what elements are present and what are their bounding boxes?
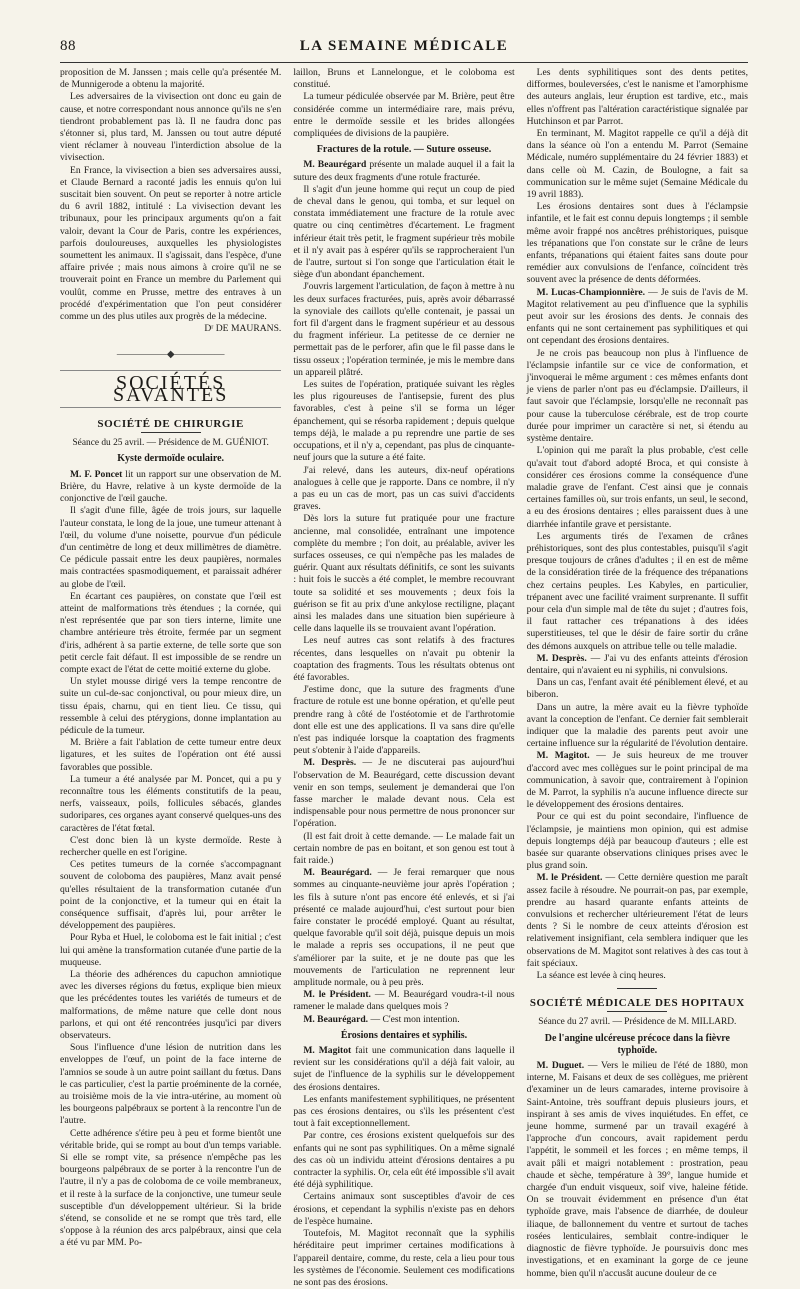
paragraph <box>293 1014 514 1026</box>
paragraph: L'opinion qui me paraît la plus probable, c'est celle qu'avait tout d'abord adopté Broca, et qui consiste à considérer ces érosions comme la conséquence d'une maladie grave de l'enfant. C'est ainsi que je connais certaines familles où, sur trois enfants, un seul, le second, a eu des érosions dentaires ; elles paraissent dues à une diarrhée infantile grave et persistante. <box>526 445 748 530</box>
seance-line: Séance du 25 avril. — Présidence de M. GUÉNIOT. <box>72 438 269 449</box>
paragraph: M. Brière a fait l'ablation de cette tumeur entre deux ligatures, et les suites de l'opération ont été aussi favorables que possible. <box>60 737 282 773</box>
paragraph <box>527 1060 748 1280</box>
society-heading: SOCIÉTÉ MÉDICALE DES HOPITAUX <box>529 997 745 1010</box>
paragraph: laillon, Bruns et Lannelongue, et le coloboma est constitué. <box>293 67 515 91</box>
paragraph: Toutefois, M. Magitot reconnaît que la syphilis héréditaire peut imprimer certaines modifications à l'appareil dentaire, comme, du reste, cela a lieu pour tous les systèmes de l'économie. Seulement ces modifications ne sont pas des érosions. <box>293 1228 515 1288</box>
paragraph: Dans un autre, la mère avait eu la fièvre typhoïde avant la conception de l'enfant. Ce dernier fait semblerait indiquer que la maladie des parents peut avoir une certaine influence sur la régularité de l'évolution dentaire. <box>526 701 748 750</box>
paragraph: Il s'agit d'une fille, âgée de trois jours, sur laquelle l'auteur constata, le long de la joue, une tumeur attenant à l'œil, du volume d'une noisette, pourvue d'un pédicule d'un centimètre de long et deux millimètres de diamètre. Ce pédicule passait entre les deux paupières, normales mais contractées spasmodiquement, et paraissait adhérer au globe de l'œil. <box>60 505 282 590</box>
paragraph: Sous l'influence d'une lésion de nutrition dans les enveloppes de l'œuf, un point de la face interne de l'amnios se soude à un autre point saillant du fœtus. Dans le cas particulier, c'est la partie proéminente de la cornée, au troisième mois de la vie intra-utérine, au moment où les bourgeons palpébraux se portent à la rencontre l'un de l'autre. <box>60 1042 282 1127</box>
speaker-name: M. Lucas-Championnière. <box>536 286 646 298</box>
paragraph: La théorie des adhérences du capuchon amniotique avec les diverses régions du fœtus, explique bien mieux que les précédentes toutes les variétés de tumeurs et de malformations, de même nature que celle dont nous parlons, et qui ont été rencontrées jusqu'ici par divers observateurs. <box>60 969 282 1042</box>
column-1 <box>60 67 281 1289</box>
paragraph: Les adversaires de la vivisection ont donc eu gain de cause, et notre correspondant nous annonce qu'ils ne s'en tiendront probablement pas là. Il ne faudra donc pas s'étonner si, plus tard, M. Janssen ou tout autre député vient réclamer à nouveau l'interdiction absolue de la vivisection. <box>60 91 282 164</box>
subheading: Kyste dermoïde oculaire. <box>117 453 225 465</box>
paragraph: En terminant, M. Magitot rappelle ce qu'il a déjà dit dans la séance où l'on a entendu M. Parrot (Semaine Médicale, numéro supplémentaire du 24 février 1883) et dans celle où M. Cazin, de Boulogne, a fait sa communication sur le même sujet (Semaine Médicale du 19 avril 1883). <box>526 128 748 201</box>
paragraph: La séance est levée à cinq heures. <box>536 970 666 982</box>
subheading: Fractures de la rotule. — Suture osseuse. <box>316 144 492 156</box>
header-rule <box>60 62 748 63</box>
paragraph: J'estime donc, que la suture des fragments d'une fracture de rotule est une bonne opération, et qu'elle peut prendre rang à côté de l'ostéotomie et de l'arthrotomie dont elle est une des applications. Il va sans dire qu'elle n'est pas indiquée lorsque la coaptation des fragments peut s'obtenir à l'aide d'appareils. <box>293 684 515 757</box>
speaker-name: M. le Président. <box>536 872 603 884</box>
paragraph-text: — J'ai vu des enfants atteints d'érosion dentaire, qui n'avaient eu ni syphilis, ni convulsions. <box>526 652 748 676</box>
speaker-name: M. Desprès. <box>303 757 357 769</box>
paragraph <box>293 757 514 830</box>
paragraph: (Il est fait droit à cette demande. — Le malade fait un certain nombre de pas en boitant, et son genou est tout à fait raide.) <box>293 830 515 866</box>
speaker-name: M. Magitot. <box>536 750 590 762</box>
page-number: 88 <box>60 38 76 54</box>
paragraph: Les érosions dentaires sont dues à l'éclampsie infantile, et le fait est connu depuis longtemps ; il semble même avoir frappé nos ancêtres préhistoriques, puisque les trépanations que l'on constate sur le crâne de leurs enfants, trépanations qui étaient faites sans doute pour remédier aux convulsions de l'enfance, coïncident très souvent avec la présence de dents déformées. <box>526 201 748 286</box>
paragraph: Les suites de l'opération, pratiquée suivant les règles les plus rigoureuses de l'antisepsie, furent des plus favorables, c'est à peine s'il se forma un léger épanchement, qui se résorba rapidement ; depuis quelque temps déjà, le malade a pu reprendre une partie de ses occupations, et il n'y a, cependant, pas plus de cinquante-neuf jours que la suture a été faite. <box>293 379 515 464</box>
paragraph-text: fait une communication dans laquelle il revient sur les considérations qu'il a déjà fait valoir, au sujet de l'influence de la syphilis sur le développement des érosions dentaires. <box>293 1045 515 1093</box>
paragraph: En France, la vivisection a bien ses adversaires aussi, et Claude Bernard a raconté jadis les ennuis qu'on lui suscitait bien souvent. On peut se reporter à notre article du 6 avril 1882, intitulé : La vivisection devant les tribunaux, pour les principaux arguments qu'on a fait valoir, devant la Cour de Paris, contre les expériences, parfois douloureuses, auxquelles les physiologistes soumettent les animaux. Il s'agissait, dans l'espèce, d'une affaire privée ; mais nous aimons à croire qu'il ne se trouverait point en France un membre du Parlement qui voulût, comme en Prusse, mettre des entraves à un procédé d'expérimentation que l'on peut considérer comme un des plus utiles aux progrès de la médecine. <box>60 164 282 323</box>
paragraph-text: lit un rapport sur une observation de M. Brière, du Havre, relative à un kyste dermoïde de la conjonctive de l'œil gauche. <box>60 468 282 505</box>
speaker-name: M. Beaurégard <box>303 159 367 171</box>
paragraph: J'ouvris largement l'articulation, de façon à mettre à nu les deux surfaces fracturées, puis, après avoir débarrassé la synoviale des caillots qu'elle contenait, je passai un fort fil d'argent dans le fragment supérieur et au dessous du fragment inférieur. La petitesse de ce dernier ne permettait pas de le perforer, afin que le fil passe dans le tissu osseux ; l'opération terminée, je mis le membre dans un appareil plâtré. <box>293 281 515 378</box>
paragraph: Dans un cas, l'enfant avait été péniblement élevé, et au biberon. <box>526 677 748 701</box>
speaker-name: M. Beaurégard. <box>303 867 372 879</box>
speaker-name: M. le Président. <box>303 989 371 1001</box>
author-signature: Dʳ DE MAURANS. <box>204 323 282 335</box>
paragraph-text: — Je ferai remarquer que nous sommes au cinquante-neuvième jour après l'opération ; les fils à suture n'ont pas encore été enlevés, et si j'ai présenté ce malade aujourd'hui, c'est surtout pour bien faire constater le procédé employé. Quant au résultat, quelque favorable qu'il soit déjà, puisque depuis un mois le malade a repris ses occupations, il ne peut que s'améliorer par la suite, et je ne doute pas que les mouvements de l'articulation ne reprennent leur amplitude normale, ou à peu près. <box>293 867 515 989</box>
paragraph-text: — Cette dernière question me paraît assez facile à résoudre. Ne pourrait-on pas, par exemple, prendre au hasard quarante enfants atteints de convulsions et rechercher ultérieurement l'état de leurs dents ? Si le nombre de ceux atteints d'érosion est relativement insignifiant, cela semblera indiquer que les observations de M. Magitot sont relatives à des cas tout à fait spéciaux. <box>526 872 748 969</box>
paragraph: C'est donc bien là un kyste dermoïde. Reste à rechercher quelle en est l'origine. <box>60 834 282 858</box>
paragraph <box>293 159 514 183</box>
paragraph <box>293 989 514 1013</box>
paragraph <box>60 469 281 506</box>
paragraph: Les neuf autres cas sont relatifs à des fractures récentes, dans lesquelles on n'avait pu obtenir la coaptation des fragments. Tous les résultats obtenus ont été favorables. <box>293 635 515 683</box>
paragraph: Les dents syphilitiques sont des dents petites, difformes, bouleversées, c'est le nanisme et l'amorphisme des auteurs anglais, leur éruption est tardive, etc., mais elles n'offrent pas l'altération caractéristique signalée par Hutchinson et par Parrot. <box>526 67 748 127</box>
paragraph-text: — M. Beaurégard voudra-t-il nous ramener le malade dans quelques mois ? <box>293 989 515 1013</box>
paragraph: La tumeur a été analysée par M. Poncet, qui a pu y reconnaître tous les éléments constitutifs de la peau, nerfs, vaisseaux, poils, follicules sébacés, glandes sudoripares, ces organes ayant conservé quelques-uns des caractères de l'état fœtal. <box>60 773 282 834</box>
paragraph <box>527 653 748 677</box>
paragraph <box>293 1045 514 1094</box>
paragraph: Par contre, ces érosions existent quelquefois sur des enfants qui ne sont pas syphilitiques. On a même signalé des cas où un individu atteint d'érosions dentaires a pu contracter la syphilis. Or, cela eût été impossible s'il avait été déjà syphilitique. <box>293 1130 515 1191</box>
paragraph: Pour Ryba et Huel, le coloboma est le fait initial ; c'est lui qui amène la transformation cutanée d'une partie de la muqueuse. <box>60 932 282 968</box>
speaker-name: M. Beaurégard. <box>303 1013 369 1025</box>
paragraph-text: — Je suis heureux de me trouver d'accord avec mes collègues sur le point principal de ma communication, à savoir que, contrairement à l'opinion de M. Parrot, la syphilis n'a aucune influence directe sur le développement des érosions dentaires. <box>526 750 748 811</box>
paragraph <box>527 872 748 970</box>
paragraph-text: — Je ne discuterai pas aujourd'hui l'observation de M. Beaurégard, cette discussion devant venir en son temps, seulement je demanderai que l'on fasse marcher le malade devant nous. Cela est indispensable pour nous permettre de nous prononcer sur l'opération. <box>293 757 515 830</box>
paragraph: En écartant ces paupières, on constate que l'œil est atteint de malformations très étendues ; la cornée, qui n'est représentée que par son tiers interne, limite une chambre antérieure très étroite, fermée par un segment d'iris, adhérent à sa partie externe, de telle sorte que son petit cercle fait défaut. Il est impossible de se rendre un compte exact de l'état de cette moitié externe du globe. <box>60 590 282 675</box>
subheading: Érosions dentaires et syphilis. <box>340 1029 468 1041</box>
column-3 <box>527 67 748 1289</box>
journal-title: LA SEMAINE MÉDICALE <box>299 38 509 54</box>
paragraph-text: — Je suis de l'avis de M. Magitot relativement au peu d'influence que la syphilis peut avoir sur les érosions des dents. Je connais des enfants qui ne sont certainement pas syphilitiques et qui ont cependant des érosions dentaires. <box>526 286 748 347</box>
paragraph <box>527 750 748 811</box>
divider <box>617 988 657 989</box>
seance-line: Séance du 27 avril. — Présidence de M. MILLARD. <box>538 1017 737 1028</box>
paragraph <box>293 867 514 989</box>
paragraph <box>527 287 748 348</box>
paragraph: Je ne crois pas beaucoup non plus à l'influence de l'éclampsie infantile sur ce vice de conformation, et j'invoquerai le même argument : ces mêmes enfants dont je viens de parler n'ont pas eu d'éclampsie. D'ailleurs, il faut savoir que l'éclampsie, lorsqu'elle ne reconnaît pas pour cause la tuberculose cérébrale, est de trop courte durée pour imprimer un caractère si net, si étendu au système dentaire. <box>526 347 748 445</box>
paragraph: J'ai relevé, dans les auteurs, dix-neuf opérations analogues à celle que je rapporte. Dans ce nombre, il n'y a pas eu un cas de mort, pas un cas suivi d'accidents graves. <box>293 464 515 513</box>
subheading: De l'angine ulcéreuse précoce dans la fièvre typhoïde. <box>544 1032 730 1056</box>
paragraph: Les enfants manifestement syphilitiques, ne présentent pas ces érosions dentaires, ou s'ils les présentent c'est tout à fait exceptionnellement. <box>293 1093 515 1130</box>
paragraph: Ces petites tumeurs de la cornée s'accompagnant souvent de coloboma des paupières, Manz avait pensé qu'elles résultaient de la transformation cutanée d'un point de la conjonctive, et la tumeur qui en était la conséquence suffisait, d'après lui, pour arrêter le développement des paupières. <box>60 859 282 932</box>
paragraph-text: — C'est mon intention. <box>368 1013 460 1025</box>
paragraph-text: — Vers le milieu de l'été de 1880, mon interne, M. Faisans et deux de ses collègues, me prièrent d'examiner un de leurs camarades, interne provisoire à Saint-Antoine, très souffrant depuis plusieurs jours, et inspirant à ses amis de vives inquiétudes. En effet, ce jeune homme, surmené par un travail exagéré à l'approche d'un concours, avait rapidement perdu l'appétit, le sommeil et les forces ; en même temps, il avait pâli et maigri notablement : prostration, peau chaude et sèche, température à 39°, langue humide et chargée d'un enduit visqueux, soif vive, haleine fétide. On se trouvait évidemment en présence d'un état typhoïde grave, mais l'absence de diarrhée, de douleur iliaque, de ballonnement du ventre et surtout de taches rosées lenticulaires, semblait contre-indiquer le diagnostic de fièvre typhoïde. Je poursuivis donc mes investigations, et en examinant la gorge de ce jeune homme, bien qu'il n'accusât aucune douleur de ce <box>526 1060 748 1279</box>
running-head <box>60 36 748 58</box>
paragraph: Pour ce qui est du point secondaire, l'influence de l'éclampsie, je maintiens mon opinion, qui est admise depuis longtemps déjà par beaucoup d'auteurs ; elle est basée sur quarante observations cliniques prises avec le plus grand soin. <box>526 811 748 872</box>
divider <box>141 432 201 433</box>
paragraph: Il s'agit d'un jeune homme qui reçut un coup de pied de cheval dans le genou, qui tomba, et sur lequel on constata immédiatement une fracture de la rotule avec quatre ou cinq centimètres d'écartement. Le fragment inférieur était très petit, le fragment supérieur très mobile et il n'y avait pas à espérer qu'ils se rapprocheraient l'un de l'autre, surtout si l'on songe que l'articulation était le siège d'un abondant épanchement. <box>293 183 515 281</box>
paragraph: Certains animaux sont susceptibles d'avoir de ces érosions, et cependant la syphilis n'existe pas en dehors de l'espèce humaine. <box>293 1191 515 1227</box>
speaker-name: M. Desprès. <box>536 652 587 664</box>
paragraph: proposition de M. Janssen ; mais celle qu'a présentée M. de Munnigerode a obtenu la majorité. <box>60 67 282 91</box>
speaker-name: M. F. Poncet <box>70 468 123 480</box>
paragraph-text: présente un malade auquel il a fait la suture des deux fragments d'une rotule fracturée. <box>293 159 515 183</box>
speaker-name: M. Magitot <box>303 1045 352 1057</box>
speaker-name: M. Duguet. <box>536 1060 585 1072</box>
paragraph: Un stylet mousse dirigé vers la tempe rencontre de suite un cul-de-sac conjonctival, ou pour mieux dire, un tissu épais, charnu, qui en tient lieu. Ce tissu, qui ressemble à celui des ptérygions, donne implantation au pédicule de la tumeur. <box>60 676 282 736</box>
section-title: SOCIÉTÉS SAVANTES <box>60 370 281 408</box>
text-columns <box>60 67 748 1289</box>
paragraph: La tumeur pédiculée observée par M. Brière, peut être considérée comme un intermédiaire rare, mais prévu, entre le dermoïde sessile et les brides allongées compliquées de divisions de la paupière. <box>293 91 515 140</box>
paragraph: Dès lors la suture fut pratiquée pour une fracture ancienne, mal consolidée, entraînant une impotence complète du membre ; l'on doit, au préalable, aviver les surfaces osseuses, ce qui n'empêche pas les malades de guérir. Quant aux résultats définitifs, ce sont les suivants : huit fois le succès a été complet, le membre recouvrant toute sa solidité et ses mouvements ; deux fois la guérison se fit au prix d'une ankylose rectiligne, plaçant ainsi les malades dans une situation bien supérieure à celle dans laquelle ils se trouvaient avant l'opération. <box>293 513 515 635</box>
society-heading: SOCIÉTÉ DE CHIRURGIE <box>97 418 244 431</box>
ornament-divider: —————◆————— <box>116 349 225 361</box>
paragraph: Les arguments tirés de l'examen de crânes préhistoriques, sont des plus contestables, puisqu'il s'agit presque toujours de crânes d'adultes ; il en est de même de la considération tirée de la fréquence des trépanations chez certains peuples. Les Kabyles, en particulier, trépanent avec une facilité vraiment surprenante. Il suffit pour cela d'un simple mal de tête du sujet ; d'autres fois, il faut rattacher ces trépanations à des idées superstitieuses, tel que le désir de faire sortir du crâne des démons auxquels on attribue telle ou telle maladie. <box>526 530 748 652</box>
divider <box>607 1011 667 1012</box>
paragraph: Cette adhérence s'étire peu à peu et forme bientôt une véritable bride, qui se rompt au bout d'un temps variable. Si elle se rompt vite, sa présence n'empêche pas les bourgeons palpébraux de se porter à la rencontre l'un de l'autre, il n'y a pas de coloboma de ce voile membraneux, et il reste à la surface de la conjonctive, une tumeur seule susceptible d'un développement ultérieur. Si la bride s'étend, se consolide et ne se rompt que très tard, elle s'oppose à la réunion des arcs palpébraux, ainsi que cela a été vu par MM. Po- <box>60 1127 282 1249</box>
column-2 <box>293 67 514 1289</box>
